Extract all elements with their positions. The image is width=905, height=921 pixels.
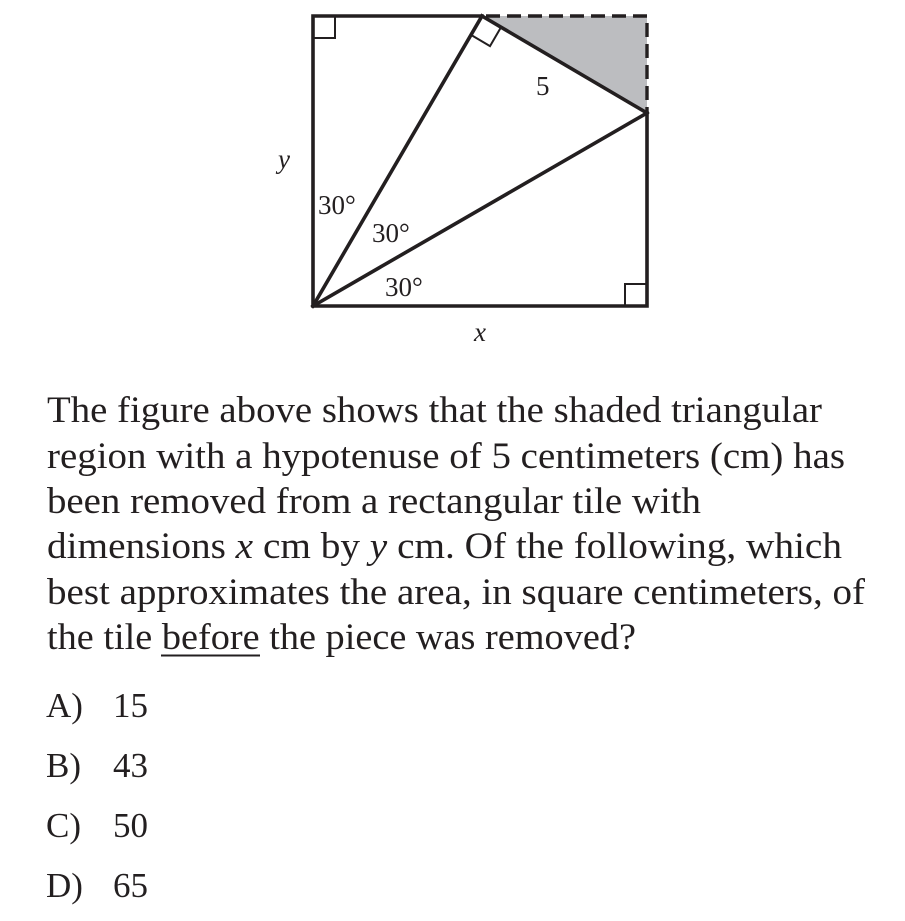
choice-value: 43 [113,746,148,785]
choice-letter: D) [46,866,83,905]
question-line-5: best approximates the area, in square centimeters, of [47,572,866,613]
line4-a: dimensions [47,526,225,567]
choice-letter: C) [46,806,81,845]
choice-a[interactable] [46,686,148,725]
line4-c: cm. Of the following, which [387,526,816,567]
label-angle-2: 30° [372,218,410,248]
diagonal-to-top-vertex [313,16,482,306]
choice-d[interactable] [46,866,148,905]
line6-b: the piece was removed? [259,617,624,658]
underlined-word: before [161,617,257,658]
question-line-6 [47,617,636,658]
choice-letter: A) [46,686,83,725]
right-angle-mark-top-left [313,16,335,38]
question-line-4 [47,526,843,567]
label-y: y [278,144,290,174]
answer-choices [46,686,148,905]
choice-letter: B) [46,746,81,785]
variable-x: x [235,526,253,567]
label-hypotenuse: 5 [536,71,550,101]
question-line-3: been removed from a rectangular tile with [47,481,702,522]
right-angle-mark-bottom-right [625,284,647,306]
label-angle-1: 30° [318,190,356,220]
label-angle-3: 30° [385,272,423,302]
line4-b: cm by [253,526,364,567]
line6-a: the tile [47,617,158,658]
variable-y: y [369,526,387,567]
choice-value: 50 [113,806,148,845]
choice-b[interactable] [46,746,148,785]
choice-value: 15 [113,686,148,725]
label-x: x [474,317,486,347]
question-line-1: The figure above shows that the shaded triangular [47,390,822,431]
diagonal-to-right-vertex [313,113,647,306]
figure [275,16,647,347]
question-line-2: region with a hypotenuse of 5 centimeters (cm) has [47,436,845,477]
choice-value: 65 [113,866,148,905]
choice-c[interactable] [46,806,148,845]
question-text [47,390,866,658]
